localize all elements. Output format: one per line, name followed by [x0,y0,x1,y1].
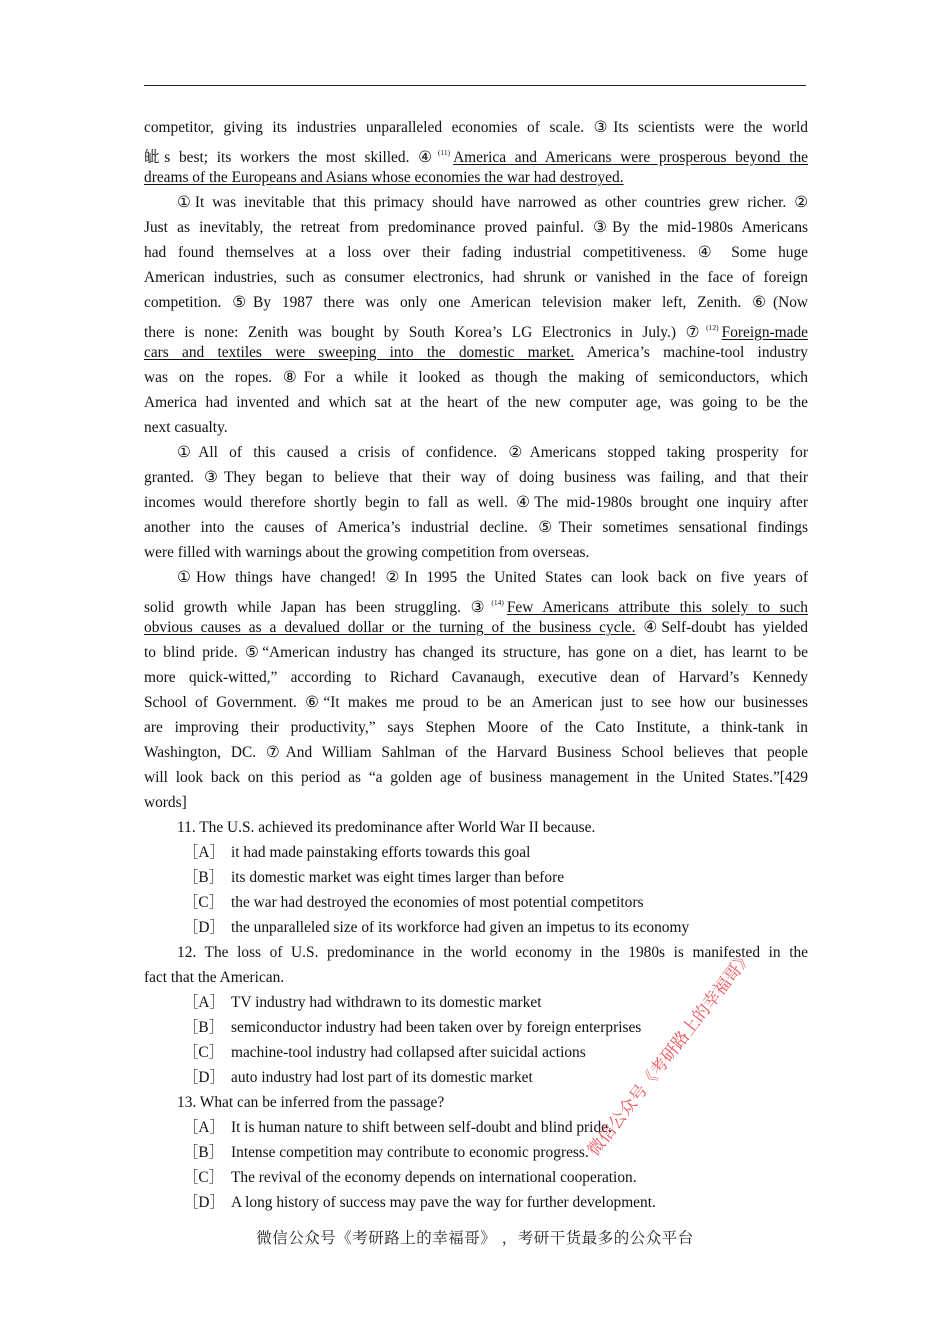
page-footer: 微信公众号《考研路上的幸福哥》 ，考研干货最多的公众平台 [256,1229,694,1247]
answer-option [144,840,808,865]
text-run: ④Self-doubt has yielded [635,619,808,636]
text-run: there is none: Zenith was bought by South Korea’s LG Electronics in July.) ⑦ [144,324,706,341]
option-text: A long history of success may pave the way for further development. [231,1194,656,1211]
option-label: ［B］ [183,869,225,886]
text-run: America had invented and which sat at the heart of the new computer age, was going to be the [144,394,808,411]
option-text: The revival of the economy depends on international cooperation. [231,1169,637,1186]
text-line [144,240,808,265]
text-run: School of Government. ⑥“It makes me proud to be an American just to see how our businesses [144,694,808,711]
option-text: It is human nature to shift between self-doubt and blind pride. [231,1119,612,1136]
question [144,815,808,940]
footnote-marker: (11) [437,148,451,157]
paragraph [144,190,808,440]
header-rule [144,85,806,86]
text-line [144,215,808,240]
text-run: ①All of this caused a crisis of confidence. ②Americans stopped taking prosperity for [177,444,808,461]
option-text: auto industry had lost part of its domestic market [231,1069,533,1086]
text-line [144,640,808,665]
text-run: next casualty. [144,419,228,436]
option-text: its domestic market was eight times larger than before [231,869,565,886]
document-body [144,115,808,1215]
text-line [144,590,808,615]
option-text: it had made painstaking efforts towards this goal [231,844,531,861]
answer-option [144,915,808,940]
text-line [144,565,808,590]
underlined-sentence: Few Americans attribute this solely to such [506,599,808,616]
text-run: American industries, such as consumer electronics, had shrunk or vanished in the face of foreign [144,269,808,286]
watermark-stamp: 微信公众号《考研路上的幸福哥》 [584,946,757,1161]
option-label: ［B］ [183,1144,225,1161]
text-line [144,140,808,165]
text-run: solid growth while Japan has been struggling. ③ [144,599,491,616]
text-run: ①It was inevitable that this primacy should have narrowed as other countries grew richer. ② [177,194,808,211]
paragraph [144,440,808,565]
answer-option [144,1190,808,1215]
text-line [144,465,808,490]
answer-option [144,1165,808,1190]
text-run: ①How things have changed! ②In 1995 the United States can look back on five years of [177,569,808,586]
text-run: will look back on this period as “a golden age of business management in the United States.”[429 [144,769,808,786]
text-line [144,390,808,415]
option-text: the unparalleled size of its workforce had given an impetus to its economy [231,919,690,936]
text-line [144,265,808,290]
option-label: ［A］ [183,1119,225,1136]
text-run: 皉s best; its workers the most skilled. ④ [144,149,437,166]
text-line [144,790,808,815]
text-line [144,415,808,440]
option-label: ［D］ [183,1069,225,1086]
text-run: America’s machine-tool industry [574,344,808,361]
answer-option [144,1140,808,1165]
text-line [144,690,808,715]
text-run: words] [144,794,187,811]
text-run: competitor, giving its industries unparalleled economies of scale. ③Its scientists were the world [144,119,808,136]
text-line [144,315,808,340]
text-run: to blind pride. ⑤“American industry has changed its structure, has gone on a diet, has learnt to be [144,644,808,661]
option-text: TV industry had withdrawn to its domestic market [231,994,542,1011]
paragraph [144,565,808,815]
footnote-marker: (12) [706,323,719,332]
question-stem: 12. The loss of U.S. predominance in the world economy in the 1980s is manifested in the [177,944,808,961]
text-line [144,765,808,790]
option-label: ［C］ [183,894,225,911]
question-stem: 13. What can be inferred from the passage? [177,1094,445,1111]
answer-option [144,865,808,890]
text-line [144,290,808,315]
text-run: competition. ⑤By 1987 there was only one American television maker left, Zenith. ⑥(Now [144,294,808,311]
text-line [144,440,808,465]
option-text: machine-tool industry had collapsed after suicidal actions [231,1044,586,1061]
text-line [144,715,808,740]
text-run: incomes would therefore shortly begin to fall as well. ④The mid-1980s brought one inquiry after [144,494,808,511]
answer-option [144,1115,808,1140]
text-run: more quick-witted,” according to Richard Cavanaugh, executive dean of Harvard’s Kennedy [144,669,808,686]
footnote-marker: (14) [491,598,504,607]
text-run: are improving their productivity,” says Stephen Moore of the Cato Institute, a think-tank in [144,719,808,736]
text-run: Washington, DC. ⑦And William Sahlman of the Harvard Business School believes that people [144,744,808,761]
text-line [144,515,808,540]
text-line [144,540,808,565]
text-run: granted. ③They began to believe that their way of doing business was failing, and that their [144,469,808,486]
text-line [144,115,808,140]
option-text: Intense competition may contribute to economic progress. [231,1144,589,1161]
option-label: ［C］ [183,1044,225,1061]
option-text: semiconductor industry had been taken over by foreign enterprises [231,1019,642,1036]
option-label: ［D］ [183,1194,225,1211]
text-line [144,365,808,390]
question [144,1090,808,1215]
answer-option [144,890,808,915]
option-label: ［D］ [183,919,225,936]
text-run: Just as inevitably, the retreat from predominance proved painful. ③By the mid-1980s Americans [144,219,808,236]
text-run: another into the causes of America’s industrial decline. ⑤Their sometimes sensational findings [144,519,808,536]
text-line [144,490,808,515]
option-text: the war had destroyed the economies of most potential competitors [231,894,644,911]
text-run: was on the ropes. ⑧For a while it looked as though the making of semiconductors, which [144,369,808,386]
text-line [144,665,808,690]
question-stem: 11. The U.S. achieved its predominance after World War II because. [177,819,596,836]
underlined-sentence: America and Americans were prosperous beyond the [453,149,808,166]
underlined-sentence: dreams of the Europeans and Asians whose economies the war had destroyed. [144,169,624,186]
option-label: ［A］ [183,994,225,1011]
text-line [144,165,808,190]
question-stem: fact that the American. [144,969,285,986]
answer-option [144,1040,808,1065]
option-label: ［A］ [183,844,225,861]
paragraph [144,115,808,190]
underlined-sentence: cars and textiles were sweeping into the domestic market. [144,344,575,361]
text-line [144,340,808,365]
text-run: were filled with warnings about the growing competition from overseas. [144,544,590,561]
answer-option [144,1065,808,1090]
text-line [144,190,808,215]
text-line [144,740,808,765]
underlined-sentence: obvious causes as a devalued dollar or the turning of the business cycle. [144,619,636,636]
option-label: ［B］ [183,1019,225,1036]
underlined-sentence: Foreign-made [721,324,808,341]
text-line [144,615,808,640]
text-run: had found themselves at a loss over their fading industrial competitiveness. ④ Some huge [144,244,808,261]
option-label: ［C］ [183,1169,225,1186]
